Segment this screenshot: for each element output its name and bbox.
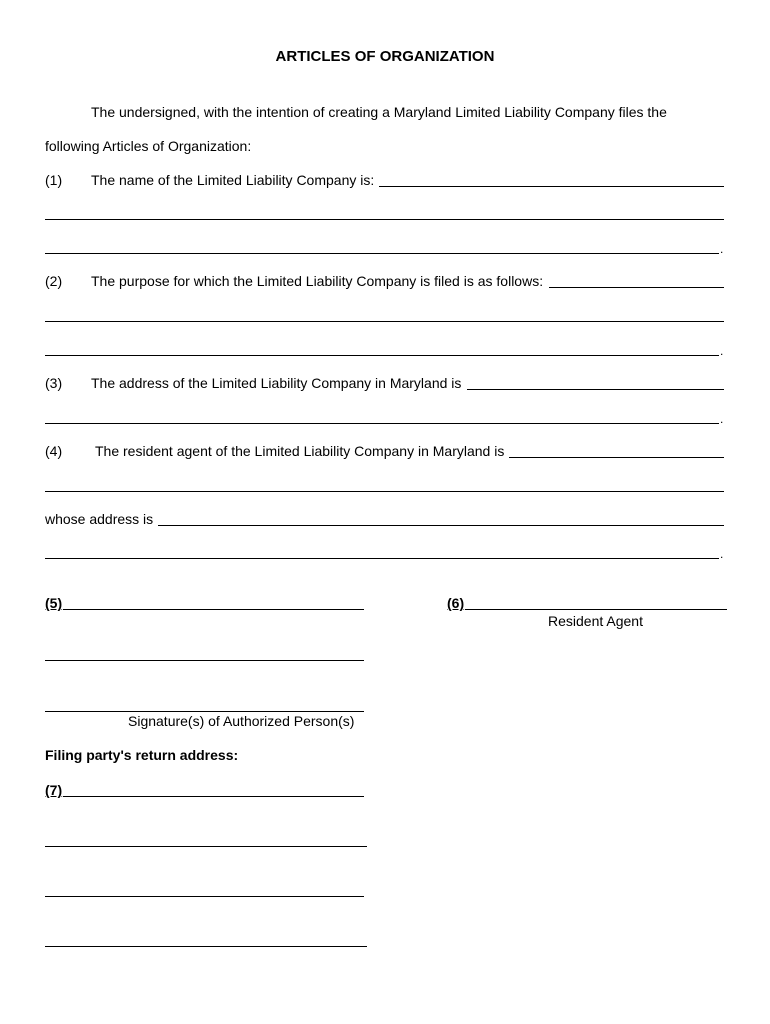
return-address-line-2 (45, 846, 367, 847)
return-address-field-1[interactable] (63, 780, 364, 796)
item-1-label: The name of the Limited Liability Company is: (91, 172, 375, 188)
resident-agent-caption: Resident Agent (548, 613, 643, 629)
signature-line-3 (45, 711, 364, 712)
address-field-b[interactable] (45, 407, 719, 423)
period-3: . (720, 412, 724, 426)
item-4-number: (4) (45, 443, 63, 459)
signature-caption: Signature(s) of Authorized Person(s) (128, 713, 355, 729)
signature-field-3[interactable] (45, 695, 364, 711)
item-6-number: (6) (447, 595, 465, 611)
item-1-number: (1) (45, 172, 63, 188)
return-address-field-3[interactable] (45, 880, 364, 896)
return-address-field-4[interactable] (45, 930, 367, 946)
purpose-line-b (45, 321, 724, 322)
item-5-number: (5) (45, 595, 63, 611)
agent-address-line-b (45, 558, 719, 559)
intro-line-2: following Articles of Organization: (45, 138, 252, 154)
signature-line-1 (63, 609, 364, 610)
address-line-b (45, 423, 719, 424)
address-line-a (467, 389, 724, 390)
item-3-number: (3) (45, 375, 63, 391)
document-title: ARTICLES OF ORGANIZATION (275, 48, 495, 65)
purpose-line-a (549, 287, 724, 288)
return-address-heading: Filing party's return address: (45, 747, 239, 763)
purpose-field-b[interactable] (45, 305, 724, 321)
resident-agent-field-a[interactable] (509, 441, 724, 457)
agent-address-line-a (158, 525, 724, 526)
resident-agent-line-a (509, 457, 724, 458)
purpose-field-a[interactable] (549, 271, 724, 287)
address-field-a[interactable] (467, 373, 724, 389)
return-address-line-4 (45, 946, 367, 947)
item-4-label: The resident agent of the Limited Liability Company in Maryland is (95, 443, 505, 459)
signature-line-2 (45, 660, 364, 661)
whose-address-label: whose address is (45, 511, 154, 527)
agent-address-field-a[interactable] (158, 509, 724, 525)
resident-agent-field-b[interactable] (45, 475, 724, 491)
company-name-field-a[interactable] (379, 170, 724, 186)
company-name-field-c[interactable] (45, 237, 719, 253)
signature-field-1[interactable] (63, 593, 364, 609)
company-name-line-c (45, 253, 719, 254)
item-2-label: The purpose for which the Limited Liability Company is filed is as follows: (91, 273, 544, 289)
period-2: . (720, 344, 724, 358)
item-3-label: The address of the Limited Liability Company in Maryland is (91, 375, 462, 391)
resident-agent-signature-field[interactable] (465, 593, 727, 609)
signature-field-2[interactable] (45, 644, 364, 660)
resident-agent-signature-line (465, 609, 727, 610)
purpose-line-c (45, 355, 719, 356)
period-4: . (720, 547, 724, 561)
agent-address-field-b[interactable] (45, 542, 719, 558)
company-name-line-a (379, 186, 724, 187)
company-name-line-b (45, 219, 724, 220)
resident-agent-line-b (45, 491, 724, 492)
return-address-line-1 (63, 796, 364, 797)
intro-line-1: The undersigned, with the intention of creating a Maryland Limited Liability Company files the (91, 104, 667, 120)
item-2-number: (2) (45, 273, 63, 289)
purpose-field-c[interactable] (45, 339, 719, 355)
return-address-field-2[interactable] (45, 830, 367, 846)
return-address-line-3 (45, 896, 364, 897)
company-name-field-b[interactable] (45, 203, 724, 219)
item-7-number: (7) (45, 782, 63, 798)
period-1: . (720, 242, 724, 256)
